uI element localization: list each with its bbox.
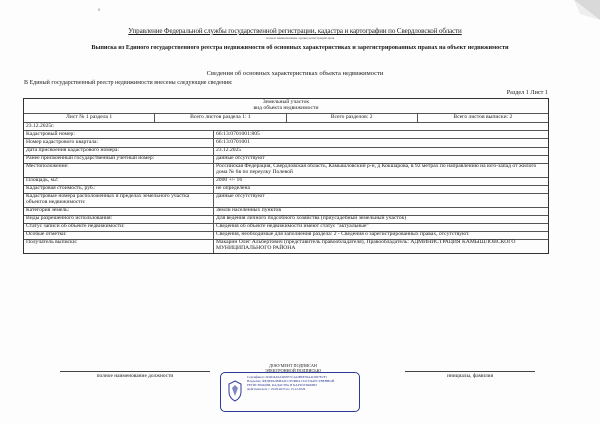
row-label: Категория земель:: [24, 208, 214, 215]
object-type-caption: вид объекта недвижимости: [253, 104, 319, 111]
agency-name: Управление Федеральной службы государственной регистрации, кадастра и картографии по Свердловской области: [128, 27, 462, 35]
row-label: Местоположение:: [24, 164, 214, 177]
row-label: Ранее присвоенный государственный учетный номер:: [24, 156, 214, 163]
table-row: [24, 207, 548, 215]
corner-fold: [574, 0, 600, 20]
row-label: Кадастровые номера расположенных в пределах земельного участка объектов недвижимости:: [24, 194, 214, 207]
intro-text: В Единый государственный реестр недвижимости внесены следующие сведения:: [24, 80, 233, 86]
table-row: [24, 147, 548, 155]
table-row: [24, 185, 548, 193]
stamp-line: Владелец: ФЕДЕРАЛЬНАЯ СЛУЖБА ГОСУДАРСТВЕННОЙ: [247, 379, 335, 384]
row-value: Сведения об объекте недвижимости имеют статус "актуальные": [216, 223, 369, 230]
row-value: Для ведения личного подсобного хозяйства (приусадебный земельный участок): [216, 215, 407, 222]
table-row: [24, 239, 548, 253]
sheet-number: Лист № 1 раздела 1: [66, 113, 113, 120]
row-label: Номер кадастрового квартала:: [24, 139, 214, 146]
sheet-counts-row: [24, 113, 548, 122]
signature-block: [0, 350, 600, 424]
object-type-row: [24, 99, 548, 113]
row-label: Дата присвоения кадастрового номера:: [24, 148, 214, 155]
row-value: 66:13:0701001: [216, 139, 250, 146]
sections-total: Всего разделов: 2: [286, 114, 417, 122]
position-caption: полное наименование должности: [60, 371, 210, 379]
e-signature-label-line1: ДОКУМЕНТ ПОДПИСАН: [269, 363, 317, 368]
table-row: [24, 223, 548, 231]
row-label: Кадастровая стоимость, руб.:: [24, 186, 214, 193]
row-value: 23.12.2025: [216, 147, 242, 154]
table-row: [24, 231, 548, 239]
table-row: [24, 163, 548, 177]
row-value: не определена: [216, 185, 250, 192]
row-label: Статус записи об объекте недвижимости:: [24, 224, 214, 231]
cadastral-number-row: [24, 130, 548, 138]
table-row: [24, 138, 548, 146]
e-signature-stamp: [220, 372, 360, 412]
stamp-line: Сертификат: 2D4D4A9AD03E7C4A2B6E59A4C8D7E2F1: [247, 375, 328, 379]
row-value: Макарин Олег Альбертович (представитель правообладателя), Правообладатель: АДМИНИСТРАЦИЯ КАМЫШЛОВСКОГО МУНИЦИПАЛЬНОГО РАЙОНА: [216, 239, 516, 252]
cadastral-number: 66:13:0701001:805: [216, 131, 260, 138]
row-label: Виды разрешенного использования:: [24, 216, 214, 223]
agency-caption: полное наименование органа регистрации прав: [265, 36, 335, 40]
row-label: Особые отметки:: [24, 232, 214, 239]
section-title: Сведения об основных характеристиках объекта недвижимости: [206, 70, 384, 77]
stamp-line: Действителен: с 19.09.2025 по 13.12.2026: [247, 387, 306, 392]
characteristics-table: [23, 98, 549, 254]
stamp-line: РЕГИСТРАЦИИ, КАДАСТРА И КАРТОГРАФИИ: [247, 383, 317, 388]
section-sheets-total: Всего листов раздела 1: 1: [154, 114, 285, 122]
name-caption: инициалы, фамилия: [405, 371, 535, 379]
row-label: Площадь, м2:: [24, 178, 214, 185]
e-signature-label-line2: ЭЛЕКТРОННОЙ ПОДПИСЬЮ: [264, 368, 322, 374]
row-value: Земли населенных пунктов: [216, 207, 281, 214]
row-value: 2000 +/- 16: [216, 177, 243, 184]
scan-mark: в: [98, 8, 101, 13]
date-row: [24, 122, 548, 131]
extract-title: Выписка из Единого государственного реестра недвижимости об основных характеристиках и зарегистрированных правах на объект недвижимости: [91, 44, 509, 51]
row-value: Сведения, необходимые для заполнения раздела: 2 - Сведения о зарегистрированных правах, отсутствуют.: [216, 231, 470, 238]
row-value: данные отсутствуют: [216, 193, 265, 200]
table-row: [24, 215, 548, 223]
row-label: Получатель выписки:: [24, 240, 214, 253]
extract-sheets-total: Всего листов выписки: 2: [417, 114, 548, 122]
row-value: Российская Федерация, Свердловская область, Камышловский р-н, д Кокшарова, в 92 метрах по направлению на юго-запад от жилого дома № 6в по переулку Полевой: [216, 163, 537, 176]
cadastral-number-label: Кадастровый номер:: [24, 131, 214, 138]
table-row: [24, 177, 548, 185]
row-value: данные отсутствуют: [216, 155, 265, 162]
extract-date: 23.12.2025г.: [26, 122, 55, 129]
coat-of-arms-icon: [226, 380, 244, 402]
table-row: [24, 193, 548, 207]
object-type: Земельный участок: [262, 99, 310, 105]
table-row: [24, 155, 548, 163]
sheet-label: Раздел 1 Лист 1: [506, 89, 548, 96]
